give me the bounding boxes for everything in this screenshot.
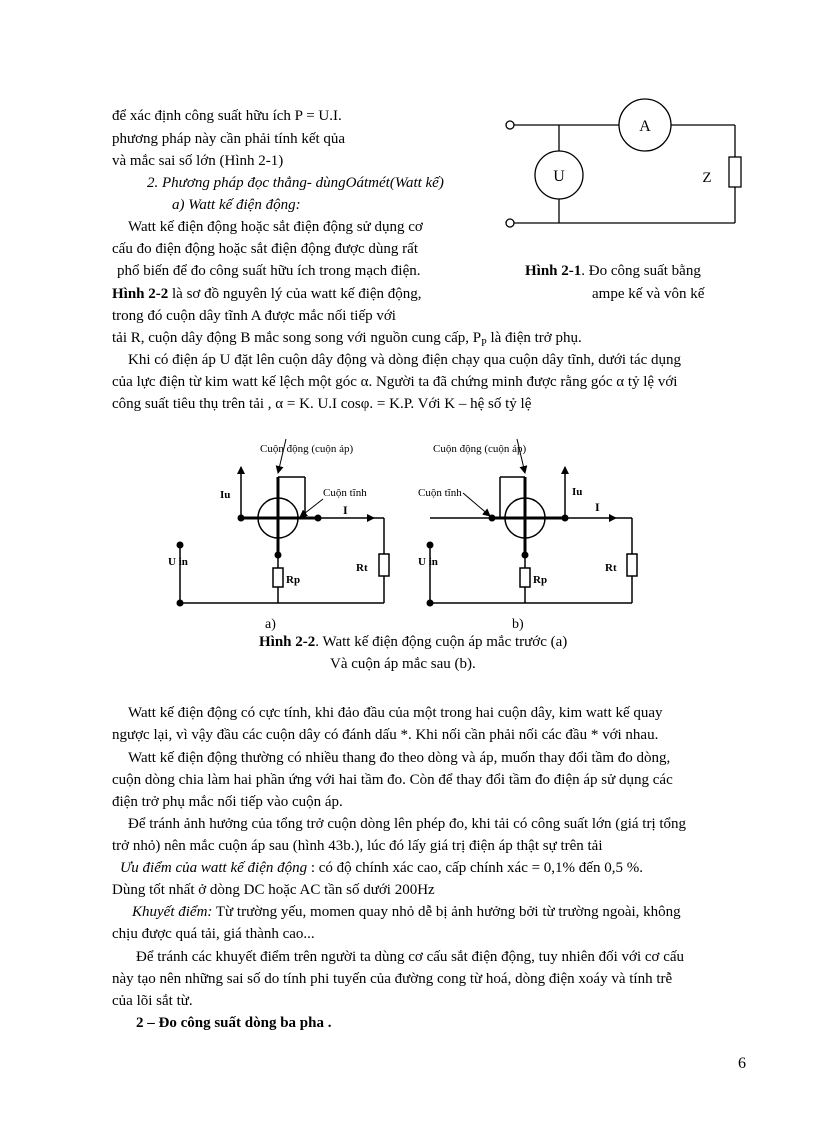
figure-2-1-circuit [495,95,755,235]
para2-line-2: của lực điện từ kim watt kế lệch một góc α. Người ta đã chứng minh được rằng góc α tỷ lệ với [112,374,678,390]
para3-line-1: Watt kế điện động có cực tính, khi đảo đầu của một trong hai cuộn dây, kim watt kế quay [128,705,663,721]
para2-line-3: công suất tiêu thụ trên tải , α = K. U.I cosφ. = K.P. Với K – hệ số tỷ lệ [112,396,532,412]
circuit-a-nodes [177,515,322,607]
fig-b-moving-coil-label: Cuộn động (cuộn áp) [433,443,527,455]
para1-line-2: cấu đo điện động hoặc sắt điện động được dùng rất [112,241,418,257]
para6-line-3: của lõi sắt từ. [112,993,193,1009]
load-label: Z [702,170,712,186]
figure-2-2-caption-line-2: Và cuộn áp mắc sau (b). [330,656,476,672]
page-number: 6 [738,1055,746,1072]
disadvantages-line-1: Khuyết điểm: Từ trường yếu, momen quay nhỏ dễ bị ảnh hưởng bởi từ trường ngoài, không [132,904,681,920]
load-resistor [729,157,741,187]
para4-line-3: điện trở phụ mắc nối tiếp vào cuộn áp. [112,794,343,810]
para1-line-1: Watt kế điện động hoặc sắt điện động sử dụng cơ [128,219,423,235]
para5-line-2: trở nhỏ) nên mắc cuộn áp sau (hình 43b.), lúc đó lấy giá trị điện áp thật sự trên tải [112,838,603,854]
para3-line-2: ngược lại, vì vậy đầu các cuộn dây có đánh dấu *. Khi nối cần phải nối các đầu * với nhau. [112,727,659,743]
rt-resistor-a [379,554,389,576]
fig-a-rt-label: Rt [356,562,368,574]
fig-a-iu-label: Iu [220,489,231,501]
fig-b-iu-label: Iu [572,486,583,498]
section-heading: 2 – Đo công suất dòng ba pha . [136,1015,332,1031]
advantages-line-2: Dùng tốt nhất ở dòng DC hoặc AC tần số dưới 200Hz [112,882,435,898]
circuit-b-nodes [427,515,569,607]
terminal-bottom [506,219,514,227]
figure-2-1-caption-line-1: Hình 2-1. Đo công suất bằng [525,263,701,279]
fig-b-uin-label: U in [418,556,438,568]
fig-b-rt-label: Rt [605,562,617,574]
fig-a-uin-label: U in [168,556,188,568]
subheading-a: a) Watt kế điện động: [172,197,301,213]
para1-line-4: Hình 2-2 là sơ đồ nguyên lý của watt kế điện động, [112,286,422,302]
fig-a-label: a) [265,617,276,632]
fig-a-fixed-coil-label: Cuộn tĩnh [323,487,367,499]
voltmeter-label: U [553,168,565,185]
intro-line-1: để xác định công suất hữu ích P = U.I. [112,108,342,124]
para5-line-1: Để tránh ảnh hưởng của tổng trở cuộn dòng lên phép đo, khi tải có công suất lớn (giá trị tổng [128,816,687,832]
fig-b-fixed-coil-label: Cuộn tĩnh [418,487,462,499]
fig-a-rp-label: Rp [286,574,301,586]
disadvantages-line-2: chịu được quá tải, giá thành cao... [112,926,315,942]
fig-b-label: b) [512,617,524,632]
rt-resistor-b [627,554,637,576]
fig-b-i-label: I [595,500,600,514]
method-2-heading: 2. Phương pháp đọc thẳng- dùngOátmét(Watt kế) [147,175,444,191]
fig-a-i-label: I [343,503,348,517]
rp-resistor-b [520,568,530,587]
fig-a-moving-coil-label: Cuộn động (cuộn áp) [260,443,354,455]
circuit-a [180,439,389,603]
fig-b-rp-label: Rp [533,574,548,586]
para6-line-1: Để tránh các khuyết điểm trên người ta dùng cơ cấu sắt điện động, tuy nhiên đối với cơ cấu [136,949,685,965]
terminal-top [506,121,514,129]
ammeter-label: A [639,118,651,135]
advantages-line-1: Ưu điểm của watt kế điện động : có độ chính xác cao, cấp chính xác = 0,1% đến 0,5 %. [120,860,643,876]
figure-2-1-caption-line-2: ampe kế và vôn kế [592,286,705,302]
rp-resistor-a [273,568,283,587]
intro-line-2: phương pháp này cần phải tính kết qủa [112,131,346,147]
para1-line-3: phổ biến để đo công suất hữu ích trong mạch điện. [117,263,421,279]
para2-line-1: Khi có điện áp U đặt lên cuộn dây động và dòng điện chạy qua cuộn dây tĩnh, dưới tác dụng [128,352,682,368]
para1-line-6: tải R, cuộn dây động B mắc song song với nguồn cung cấp, $P_P$ là điện trở phụ. [112,330,582,349]
para6-line-2: này tạo nên những sai số do tính phi tuyến của đường cong từ hoá, dòng điện xoáy và tính trễ [112,971,673,987]
para4-line-2: cuộn dòng chia làm hai phần ứng với hai tầm đo. Còn để thay đổi tầm đo điện áp sử dụng các [112,772,673,788]
figure-2-2-circuits [160,435,650,635]
para4-line-1: Watt kế điện động thường có nhiều thang đo theo dòng và áp, muốn thay đổi tầm đo dòng, [128,750,671,766]
figure-2-2-caption-line-1: Hình 2-2. Watt kế điện động cuộn áp mắc trước (a) [259,634,568,650]
figure-2-2-ref: Hình 2-2 [112,286,169,302]
intro-line-3: và mắc sai số lớn (Hình 2-1) [112,153,284,169]
para1-line-5: trong đó cuộn dây tĩnh A được mắc nối tiếp với [112,308,396,324]
